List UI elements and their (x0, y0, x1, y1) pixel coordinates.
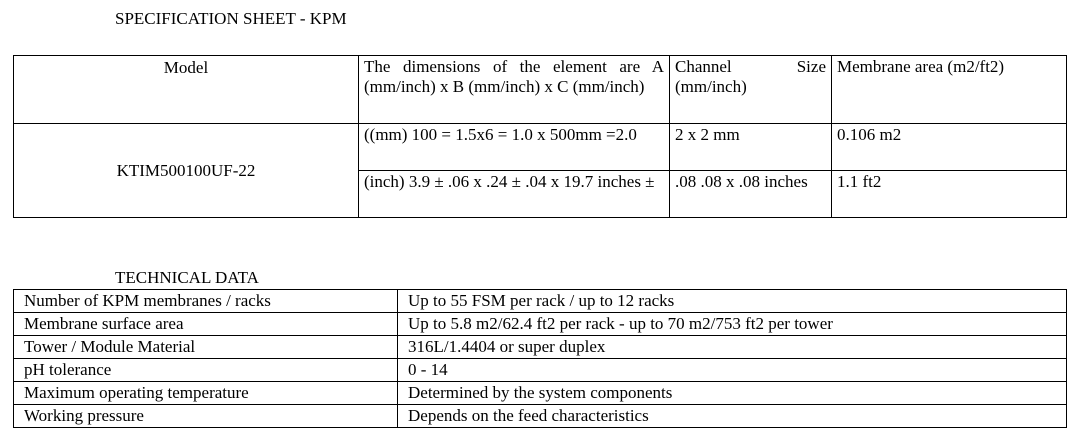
tech-row (14, 382, 1067, 405)
tech-label: Tower / Module Material (14, 336, 398, 359)
header-channel-units: (mm/inch) (675, 77, 747, 96)
dimensions-inch: (inch) 3.9 ± .06 x .24 ± .04 x 19.7 inches ± (359, 171, 670, 218)
tech-value: 0 - 14 (398, 359, 1067, 382)
tech-value: Up to 5.8 m2/62.4 ft2 per rack - up to 70 m2/753 ft2 per tower (398, 313, 1067, 336)
tech-value: Up to 55 FSM per rack / up to 12 racks (398, 290, 1067, 313)
model-value: KTIM500100UF-22 (14, 124, 359, 218)
tech-row (14, 313, 1067, 336)
tech-value: 316L/1.4404 or super duplex (398, 336, 1067, 359)
header-size-label: Size (796, 57, 826, 76)
tech-value: Determined by the system components (398, 382, 1067, 405)
tech-row (14, 359, 1067, 382)
tech-label: Number of KPM membranes / racks (14, 290, 398, 313)
channel-mm: 2 x 2 mm (670, 124, 832, 171)
header-dimensions: The dimensions of the element are A (mm/inch) x B (mm/inch) x C (mm/inch) (359, 56, 670, 124)
tech-label: Maximum operating temperature (14, 382, 398, 405)
header-membrane-area: Membrane area (m2/ft2) (832, 56, 1067, 124)
technical-data-title: TECHNICAL DATA (115, 268, 259, 287)
header-model: Model (14, 56, 359, 124)
dimensions-mm: ((mm) 100 = 1.5x6 = 1.0 x 500mm =2.0 (359, 124, 670, 171)
area-ft2: 1.1 ft2 (832, 171, 1067, 218)
tech-label: pH tolerance (14, 359, 398, 382)
tech-label: Membrane surface area (14, 313, 398, 336)
header-channel-label: Channel (675, 57, 732, 76)
tech-row (14, 336, 1067, 359)
technical-data-table (13, 289, 1067, 428)
area-m2: 0.106 m2 (832, 124, 1067, 171)
spec-row-mm (14, 124, 1067, 171)
channel-inch: .08 .08 x .08 inches (670, 171, 832, 218)
tech-row (14, 290, 1067, 313)
tech-value: Depends on the feed characteristics (398, 405, 1067, 428)
header-channel-size (670, 56, 832, 124)
spec-header-row (14, 56, 1067, 124)
tech-label: Working pressure (14, 405, 398, 428)
tech-row (14, 405, 1067, 428)
specification-table (13, 55, 1067, 218)
document-title: SPECIFICATION SHEET - KPM (115, 9, 347, 28)
